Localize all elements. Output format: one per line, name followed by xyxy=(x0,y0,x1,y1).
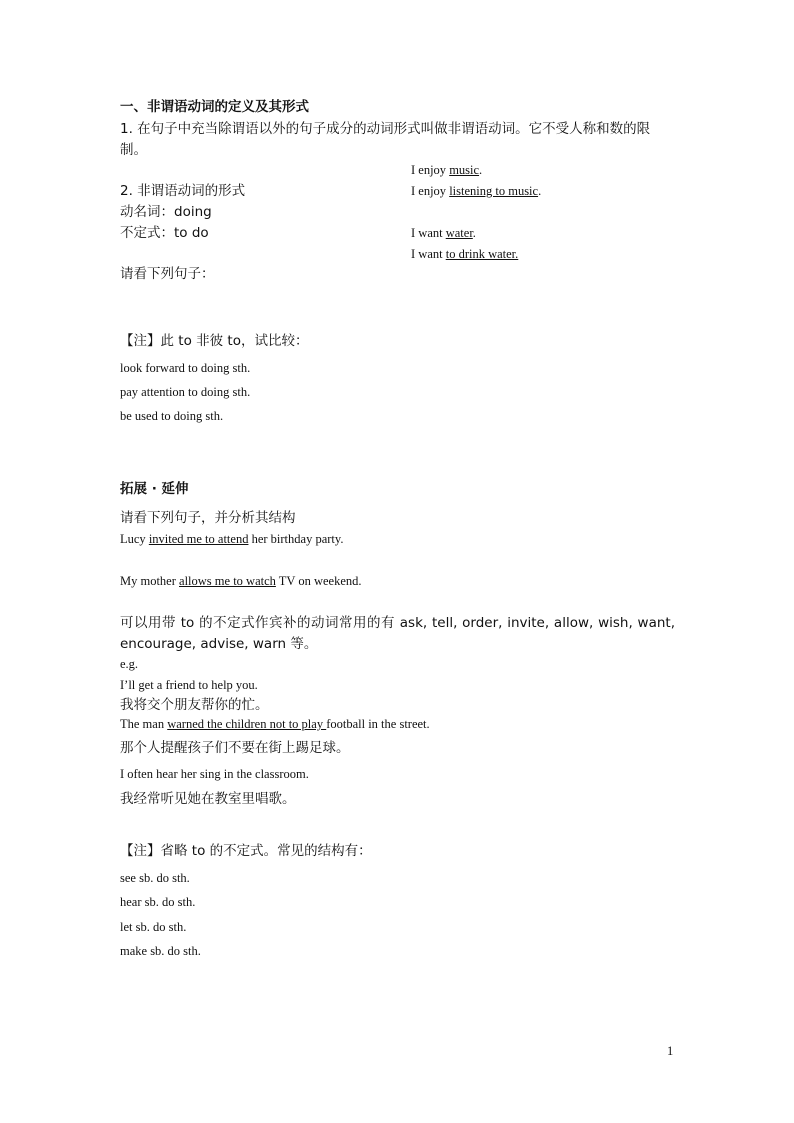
infinitive-form: 不定式：to do xyxy=(120,225,209,241)
phrase-item: look forward to doing sth. xyxy=(120,361,251,375)
example-enjoy-music: I enjoy music. xyxy=(411,163,483,177)
example-want-drink: I want to drink water. xyxy=(411,247,519,261)
gerund-form: 动名词：doing xyxy=(120,204,212,220)
structure-item: see sb. do sth. xyxy=(120,871,190,885)
definition-line-1: 1. 在句子中充当除谓语以外的句子成分的动词形式叫做非谓语动词。它不受人称和数的限 xyxy=(120,121,651,137)
sentence-lucy: Lucy invited me to attend her birthday party. xyxy=(120,532,344,546)
example-get-friend-en: I’ll get a friend to help you. xyxy=(120,678,258,692)
example-warned-cn: 那个人提醒孩子们不要在街上踢足球。 xyxy=(120,740,350,756)
section-heading-extension: 拓展 · 延伸 xyxy=(120,481,189,497)
example-warned-en: The man warned the children not to play football in the street. xyxy=(120,717,430,731)
structure-item: hear sb. do sth. xyxy=(120,895,196,909)
rule-paragraph: 可以用带 to 的不定式作宾补的动词常用的有 ask, tell, order, invite, allow, wish, want, encourage, advise, warn 等。 xyxy=(120,615,675,652)
example-hear-cn: 我经常听见她在教室里唱歌。 xyxy=(120,791,296,807)
sentence-mother: My mother allows me to watch TV on weekend. xyxy=(120,574,362,588)
forms-title: 2. 非谓语动词的形式 xyxy=(120,183,246,199)
definition-line-2: 制。 xyxy=(120,142,147,158)
phrase-item: be used to doing sth. xyxy=(120,409,224,423)
analysis-instruction: 请看下列句子，并分析其结构 xyxy=(120,510,296,526)
example-get-friend-cn: 我将交个朋友帮你的忙。 xyxy=(120,697,269,713)
example-hear-en: I often hear her sing in the classroom. xyxy=(120,767,309,781)
page-number: 1 xyxy=(667,1044,674,1058)
example-want-water: I want water. xyxy=(411,226,476,240)
note-to-comparison: 【注】此 to 非彼 to，试比较： xyxy=(120,333,309,349)
eg-label: e.g. xyxy=(120,657,139,671)
see-sentences-prompt: 请看下列句子： xyxy=(120,266,215,282)
phrase-item: pay attention to doing sth. xyxy=(120,385,251,399)
example-enjoy-listening: I enjoy listening to music. xyxy=(411,184,542,198)
structure-item: let sb. do sth. xyxy=(120,920,187,934)
section-heading-definition: 一、非谓语动词的定义及其形式 xyxy=(120,99,309,115)
structure-item: make sb. do sth. xyxy=(120,944,201,958)
note-omitted-to: 【注】省略 to 的不定式。常见的结构有： xyxy=(120,843,372,859)
